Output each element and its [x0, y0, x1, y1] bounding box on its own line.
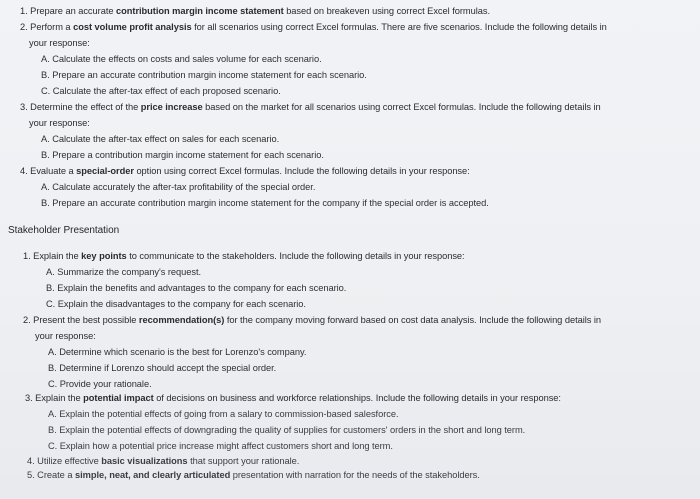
stakeholder-item-1-prefix: 1. Explain the	[23, 251, 82, 261]
item-3-sub-b: B. Prepare a contribution margin income statement for each scenario.	[41, 150, 324, 160]
section-heading-stakeholder-presentation: Stakeholder Presentation	[8, 225, 120, 236]
stakeholder-item-1	[23, 250, 465, 262]
stakeholder-item-3-sub-c: C. Explain how a potential price increase might affect customers short and long term.	[48, 441, 393, 451]
item-2-suffix: for all scenarios using correct Excel formulas. There are five scenarios. Include the following details in	[191, 22, 607, 32]
item-2-sub-a: A. Calculate the effects on costs and sales volume for each scenario.	[41, 54, 322, 64]
item-3-sub-a: A. Calculate the after-tax effect on sales for each scenario.	[41, 134, 280, 144]
item-4-prefix: 4. Evaluate a	[20, 166, 77, 176]
stakeholder-item-3	[25, 392, 561, 404]
stakeholder-item-5	[27, 469, 480, 481]
stakeholder-item-3-sub-b: B. Explain the potential effects of downgrading the quality of supplies for customers' orders in the short and long term.	[48, 425, 526, 435]
stakeholder-item-3-bold: potential impact	[83, 393, 154, 403]
stakeholder-item-4-bold: basic visualizations	[101, 456, 188, 466]
stakeholder-item-1-sub-c: C. Explain the disadvantages to the company for each scenario.	[46, 299, 306, 309]
stakeholder-item-4-prefix: 4. Utilize effective	[27, 456, 102, 466]
stakeholder-item-5-suffix: presentation with narration for the needs of the stakeholders.	[230, 470, 480, 480]
item-4-bold: special-order	[76, 166, 134, 176]
stakeholder-item-4-suffix: that support your rationale.	[187, 456, 300, 466]
item-4-sub-a: A. Calculate accurately the after-tax profitability of the special order.	[41, 182, 316, 192]
item-3	[20, 101, 601, 113]
item-1-bold: contribution margin income statement	[116, 6, 284, 16]
stakeholder-item-2-bold: recommendation(s)	[138, 315, 225, 325]
item-3-bold: price increase	[140, 102, 203, 112]
item-3-continuation: your response:	[29, 118, 90, 128]
stakeholder-item-2-sub-a: A. Determine which scenario is the best for Lorenzo's company.	[48, 347, 307, 357]
stakeholder-item-2-suffix: for the company moving forward based on cost data analysis. Include the following details in	[224, 315, 602, 325]
stakeholder-item-5-bold: simple, neat, and clearly articulated	[74, 470, 231, 480]
item-2-sub-b: B. Prepare an accurate contribution margin income statement for each scenario.	[41, 70, 367, 80]
stakeholder-item-1-bold: key points	[81, 251, 127, 261]
stakeholder-item-3-prefix: 3. Explain the	[25, 393, 84, 403]
item-1	[20, 5, 490, 17]
stakeholder-item-1-sub-b: B. Explain the benefits and advantages to the company for each scenario.	[46, 283, 347, 293]
item-2-bold: cost volume profit analysis	[73, 22, 192, 32]
stakeholder-item-2-sub-b: B. Determine if Lorenzo should accept the special order.	[48, 363, 277, 373]
item-4-suffix: option using correct Excel formulas. Include the following details in your response:	[133, 166, 470, 176]
item-4	[20, 165, 470, 177]
stakeholder-item-1-sub-a: A. Summarize the company's request.	[46, 267, 202, 277]
stakeholder-item-5-prefix: 5. Create a	[27, 470, 75, 480]
stakeholder-item-2-sub-c: C. Provide your rationale.	[48, 379, 152, 389]
stakeholder-item-2-continuation: your response:	[35, 331, 96, 341]
item-1-suffix: based on breakeven using correct Excel formulas.	[283, 6, 490, 16]
item-1-prefix: 1. Prepare an accurate	[20, 6, 117, 16]
stakeholder-item-3-suffix: of decisions on business and workforce relationships. Include the following details in your response:	[153, 393, 561, 403]
stakeholder-item-4	[27, 455, 299, 467]
stakeholder-item-2	[23, 314, 601, 326]
stakeholder-item-1-suffix: to communicate to the stakeholders. Include the following details in your response:	[126, 251, 465, 261]
item-2	[20, 21, 607, 33]
item-3-prefix: 3. Determine the effect of the	[20, 102, 141, 112]
stakeholder-item-2-prefix: 2. Present the best possible	[23, 315, 139, 325]
item-2-continuation: your response:	[29, 38, 90, 48]
item-4-sub-b: B. Prepare an accurate contribution margin income statement for the company if the special order is accepted.	[41, 198, 489, 208]
item-2-prefix: 2. Perform a	[20, 22, 74, 32]
stakeholder-item-3-sub-a: A. Explain the potential effects of going from a salary to commission-based salesforce.	[48, 409, 399, 419]
item-2-sub-c: C. Calculate the after-tax effect of each proposed scenario.	[41, 86, 281, 96]
item-3-suffix: based on the market for all scenarios using correct Excel formulas. Include the following details in	[202, 102, 601, 112]
